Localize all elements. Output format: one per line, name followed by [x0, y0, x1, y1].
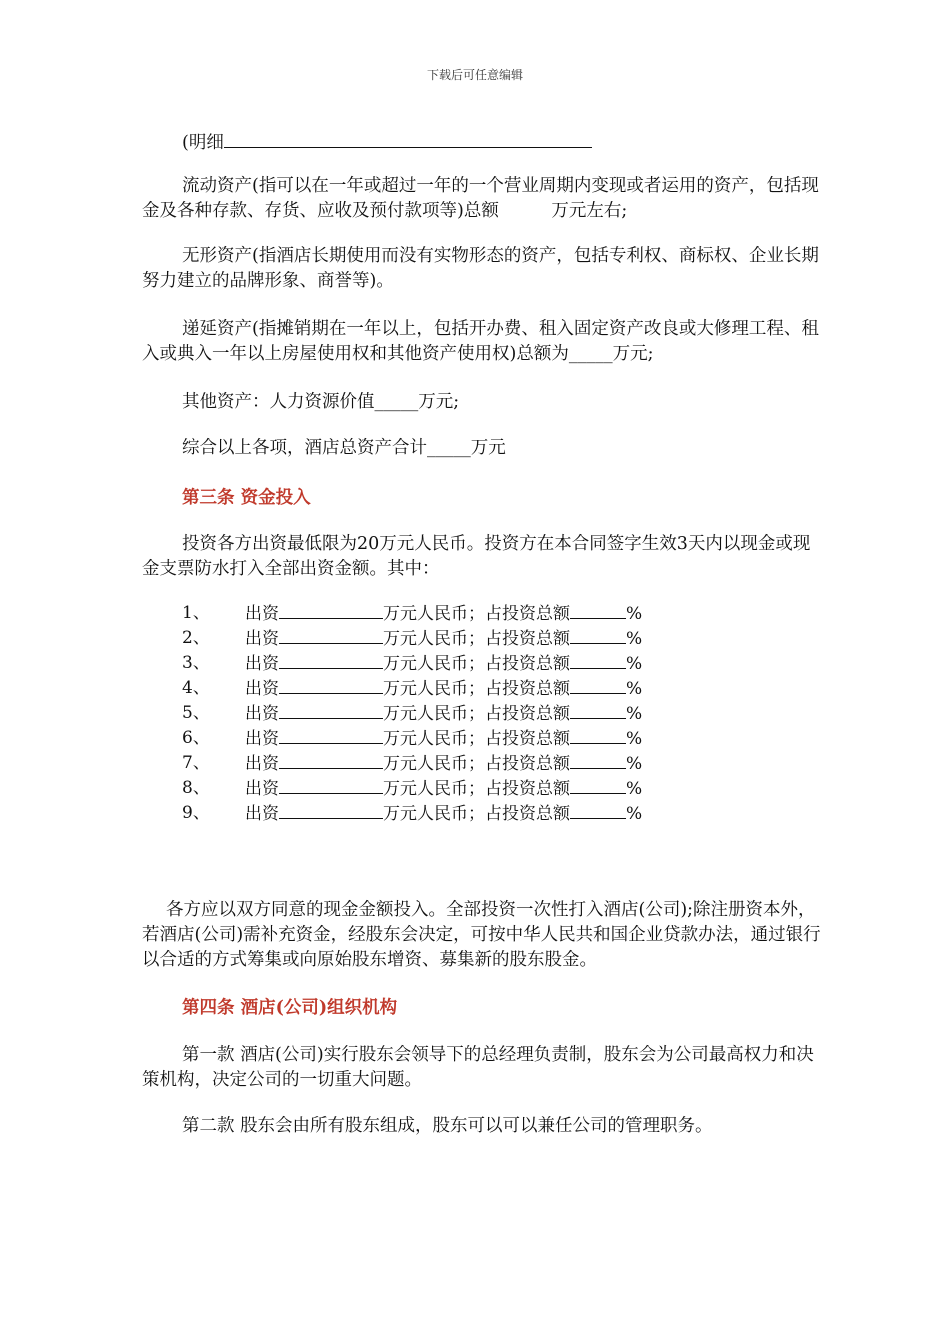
amount-blank [279, 751, 383, 769]
row-number: 1、 [182, 603, 210, 623]
investment-paragraph: 投资各方出资最低限为20万元人民币。投资方在本合同签字生效3天内以现金或现金支票防水打入全部出资金额。其中： [142, 534, 811, 579]
percent-blank [570, 601, 626, 619]
intangible-assets-paragraph: 无形资产(指酒店长期使用而没有实物形态的资产，包括专利权、商标权、企业长期努力建立的品牌形象、商誉等)。 [142, 246, 819, 291]
row-label-share: 万元人民币；占投资总额 [383, 654, 570, 674]
row-label-amount: 出资 [245, 654, 279, 674]
row-label-amount: 出资 [245, 704, 279, 724]
row-percent-sign: % [626, 779, 643, 799]
row-text [245, 801, 642, 826]
row-percent-sign: % [626, 654, 643, 674]
row-text [245, 676, 642, 701]
row-label-share: 万元人民币；占投资总额 [383, 754, 570, 774]
amount-blank [279, 701, 383, 719]
percent-blank [570, 776, 626, 794]
row-label-amount: 出资 [245, 729, 279, 749]
row-number: 8、 [182, 778, 210, 798]
amount-blank [279, 601, 383, 619]
clause-one-paragraph: 第一款 酒店(公司)实行股东会领导下的总经理负责制，股东会为公司最高权力和决策机构，决定公司的一切重大问题。 [142, 1045, 814, 1090]
row-percent-sign: % [626, 729, 643, 749]
row-text [245, 601, 642, 626]
percent-blank [570, 651, 626, 669]
row-number: 2、 [182, 628, 210, 648]
row-number: 5、 [182, 703, 210, 723]
row-label-amount: 出资 [245, 629, 279, 649]
row-percent-sign: % [626, 754, 643, 774]
percent-blank [570, 751, 626, 769]
row-label-amount: 出资 [245, 679, 279, 699]
detail-label: (明细 [182, 133, 224, 153]
row-number: 9、 [182, 803, 210, 823]
row-percent-sign: % [626, 804, 643, 824]
row-text [245, 776, 642, 801]
row-number: 3、 [182, 653, 210, 673]
detail-blank [224, 130, 592, 148]
percent-blank [570, 726, 626, 744]
contribution-method-paragraph: 各方应以双方同意的现金金额投入。全部投资一次性打入酒店(公司);除注册资本外，若酒店(公司)需补充资金，经股东会决定，可按中华人民共和国企业贷款办法，通过银行以合适的方式筹集或向原始股东增资、募集新的股东股金。 [142, 900, 821, 970]
row-label-amount: 出资 [245, 804, 279, 824]
row-percent-sign: % [626, 604, 643, 624]
amount-blank [279, 676, 383, 694]
row-label-share: 万元人民币；占投资总额 [383, 604, 570, 624]
deferred-assets-paragraph: 递延资产(指摊销期在一年以上，包括开办费、租入固定资产改良或大修理工程、租入或典入一年以上房屋使用权和其他资产使用权)总额为_____万元; [142, 319, 819, 364]
row-number: 7、 [182, 753, 210, 773]
amount-blank [279, 651, 383, 669]
row-text [245, 751, 642, 776]
amount-blank [279, 726, 383, 744]
row-label-share: 万元人民币；占投资总额 [383, 629, 570, 649]
article-four-heading: 第四条 酒店(公司)组织机构 [182, 998, 398, 1018]
row-label-share: 万元人民币；占投资总额 [383, 704, 570, 724]
row-label-amount: 出资 [245, 604, 279, 624]
clause-two-paragraph: 第二款 股东会由所有股东组成，股东可以可以兼任公司的管理职务。 [182, 1116, 713, 1136]
row-label-share: 万元人民币；占投资总额 [383, 729, 570, 749]
row-text [245, 701, 642, 726]
row-percent-sign: % [626, 629, 643, 649]
row-label-share: 万元人民币；占投资总额 [383, 679, 570, 699]
percent-blank [570, 801, 626, 819]
percent-blank [570, 626, 626, 644]
amount-blank [279, 776, 383, 794]
current-assets-paragraph: 流动资产(指可以在一年或超过一年的一个营业周期内变现或者运用的资产，包括现金及各种存款、存货、应收及预付款项等)总额 万元左右; [142, 176, 819, 221]
detail-line [182, 129, 592, 154]
row-percent-sign: % [626, 679, 643, 699]
other-assets-paragraph: 其他资产：人力资源价值_____万元; [182, 392, 460, 412]
article-three-heading: 第三条 资金投入 [182, 488, 311, 508]
row-number: 6、 [182, 728, 210, 748]
amount-blank [279, 801, 383, 819]
row-number: 4、 [182, 678, 210, 698]
row-text [245, 626, 642, 651]
row-label-amount: 出资 [245, 779, 279, 799]
row-text [245, 651, 642, 676]
row-label-amount: 出资 [245, 754, 279, 774]
row-text [245, 726, 642, 751]
row-label-share: 万元人民币；占投资总额 [383, 804, 570, 824]
row-label-share: 万元人民币；占投资总额 [383, 779, 570, 799]
row-percent-sign: % [626, 704, 643, 724]
amount-blank [279, 626, 383, 644]
percent-blank [570, 701, 626, 719]
page-header-note: 下载后可任意编辑 [426, 68, 523, 82]
percent-blank [570, 676, 626, 694]
total-assets-paragraph: 综合以上各项，酒店总资产合计_____万元 [182, 438, 506, 458]
